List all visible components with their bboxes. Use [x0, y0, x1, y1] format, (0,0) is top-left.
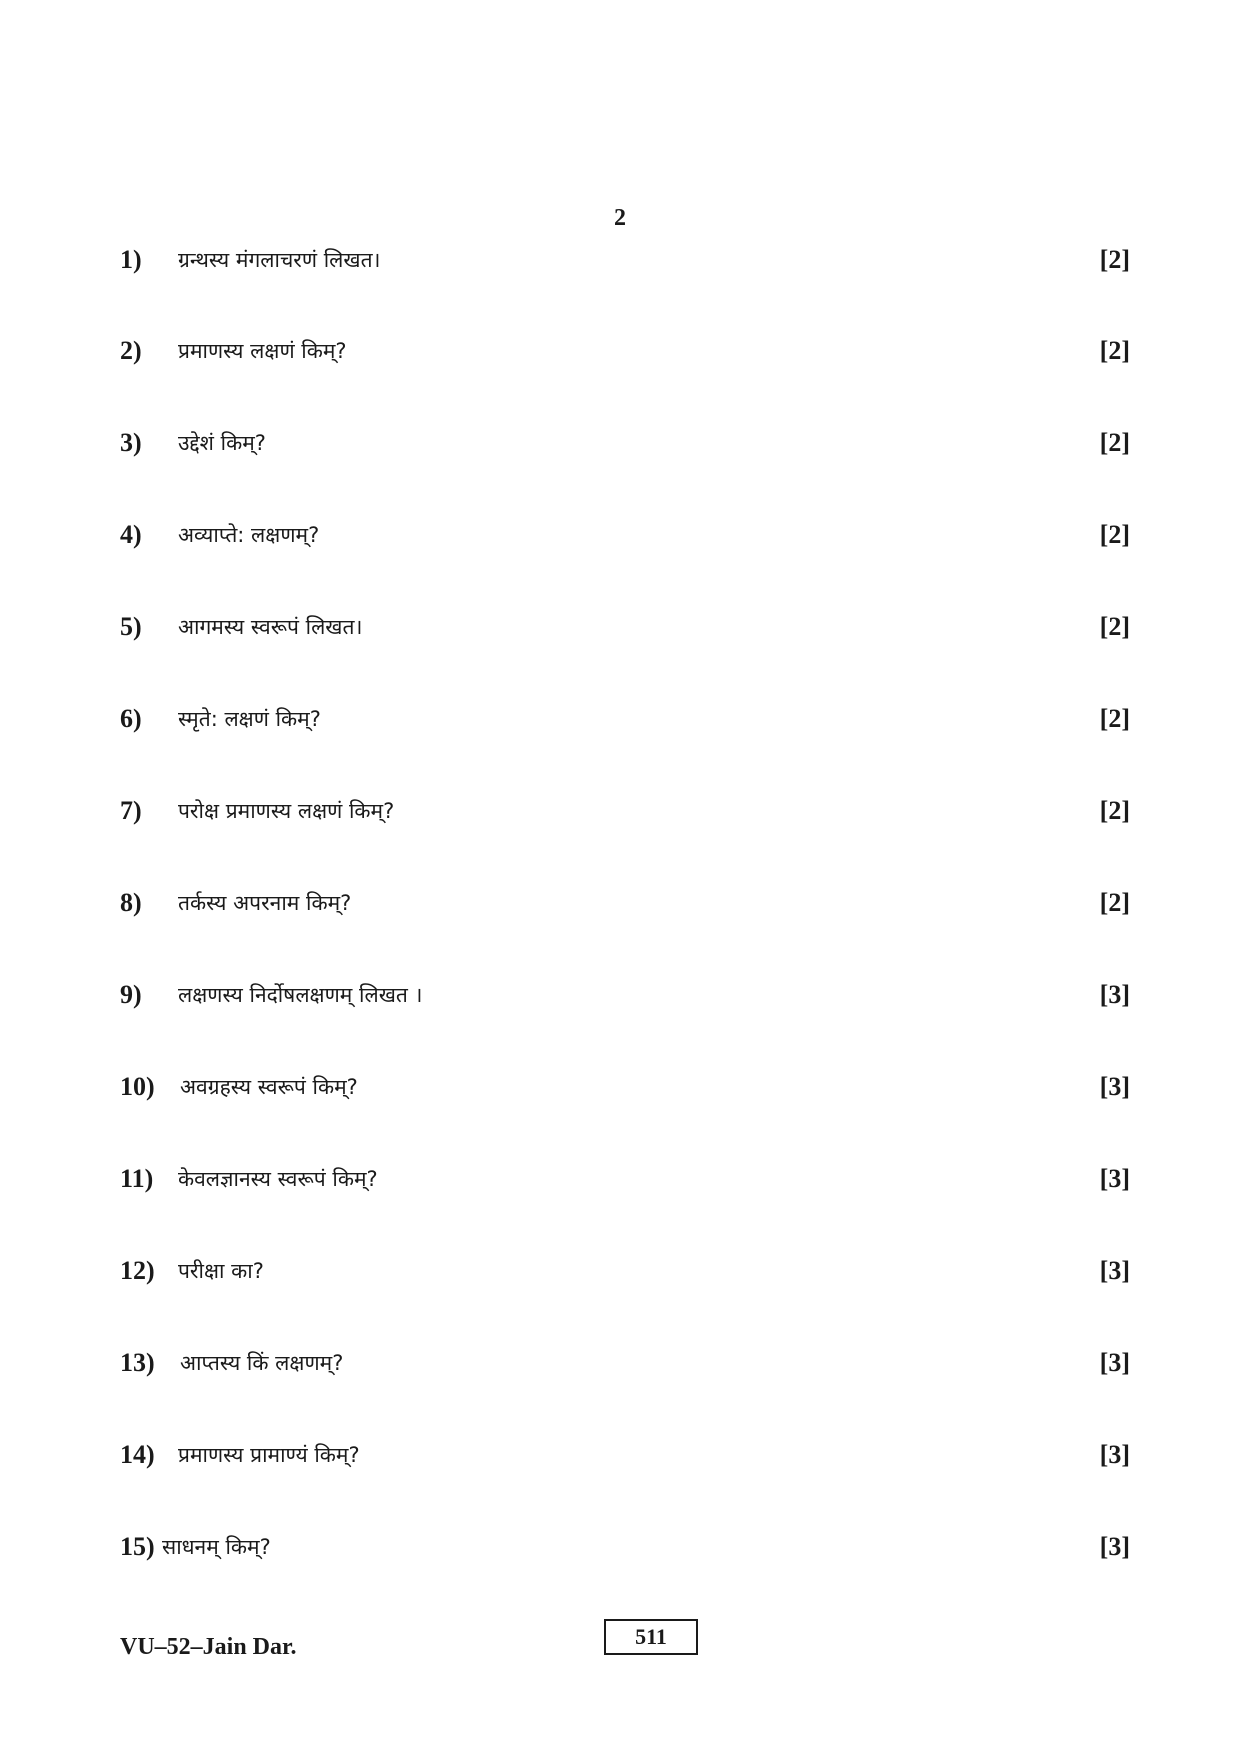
page-number: 2: [614, 205, 626, 231]
question-number: 11): [120, 1164, 154, 1193]
paper-code: VU–52–Jain Dar.: [120, 1634, 297, 1660]
question-marks: [3]: [1099, 1532, 1130, 1561]
question-marks: [2]: [1099, 612, 1130, 641]
question-number: 13): [120, 1348, 155, 1377]
question-2: [120, 331, 1130, 371]
question-number: 10): [120, 1072, 155, 1101]
question-text: आगमस्य स्वरूपं लिखत।: [178, 615, 363, 639]
question-text: परीक्षा का?: [178, 1259, 264, 1283]
question-text: परोक्ष प्रमाणस्य लक्षणं किम्?: [178, 799, 395, 823]
page-code-box: 511: [604, 1619, 698, 1655]
question-3: [120, 423, 1130, 463]
question-number: 4): [120, 520, 142, 549]
question-marks: [2]: [1099, 796, 1130, 825]
question-11: [120, 1159, 1130, 1199]
question-text: अव्याप्ते: लक्षणम्?: [178, 523, 320, 547]
question-text: लक्षणस्य निर्दोषलक्षणम् लिखत ।: [178, 983, 423, 1007]
question-number: 15): [120, 1532, 155, 1561]
question-marks: [2]: [1099, 336, 1130, 365]
question-text: आप्तस्य किं लक्षणम्?: [180, 1351, 344, 1375]
question-number: 14): [120, 1440, 155, 1469]
question-marks: [3]: [1099, 980, 1130, 1009]
question-1: [120, 240, 1130, 280]
question-6: [120, 699, 1130, 739]
question-text: प्रमाणस्य लक्षणं किम्?: [178, 339, 347, 363]
question-marks: [3]: [1099, 1440, 1130, 1469]
question-number: 9): [120, 980, 142, 1009]
question-9: [120, 975, 1130, 1015]
question-marks: [2]: [1099, 888, 1130, 917]
question-text: उद्देशं किम्?: [178, 431, 266, 455]
question-marks: [2]: [1099, 245, 1130, 274]
question-7: [120, 791, 1130, 831]
question-10: [120, 1067, 1130, 1107]
question-marks: [3]: [1099, 1256, 1130, 1285]
question-text: स्मृते: लक्षणं किम्?: [178, 707, 321, 731]
question-5: [120, 607, 1130, 647]
question-number: 2): [120, 336, 142, 365]
question-8: [120, 883, 1130, 923]
question-12: [120, 1251, 1130, 1291]
question-marks: [3]: [1099, 1164, 1130, 1193]
question-number: 5): [120, 612, 142, 641]
question-marks: [3]: [1099, 1072, 1130, 1101]
question-number: 12): [120, 1256, 155, 1285]
question-number: 6): [120, 704, 142, 733]
question-text: प्रमाणस्य प्रामाण्यं किम्?: [178, 1443, 360, 1467]
question-text: केवलज्ञानस्य स्वरूपं किम्?: [178, 1167, 378, 1191]
question-number: 1): [120, 245, 142, 274]
question-text: तर्कस्य अपरनाम किम्?: [178, 891, 352, 915]
question-marks: [2]: [1099, 520, 1130, 549]
question-4: [120, 515, 1130, 555]
question-marks: [2]: [1099, 704, 1130, 733]
question-marks: [2]: [1099, 428, 1130, 457]
question-text: अवग्रहस्य स्वरूपं किम्?: [180, 1075, 358, 1099]
question-number: 7): [120, 796, 142, 825]
question-text: साधनम् किम्?: [162, 1535, 271, 1559]
question-15: [120, 1527, 1130, 1567]
question-marks: [3]: [1099, 1348, 1130, 1377]
question-text: ग्रन्थस्य मंगलाचरणं लिखत।: [178, 248, 381, 272]
question-13: [120, 1343, 1130, 1383]
question-number: 3): [120, 428, 142, 457]
question-number: 8): [120, 888, 142, 917]
question-14: [120, 1435, 1130, 1475]
